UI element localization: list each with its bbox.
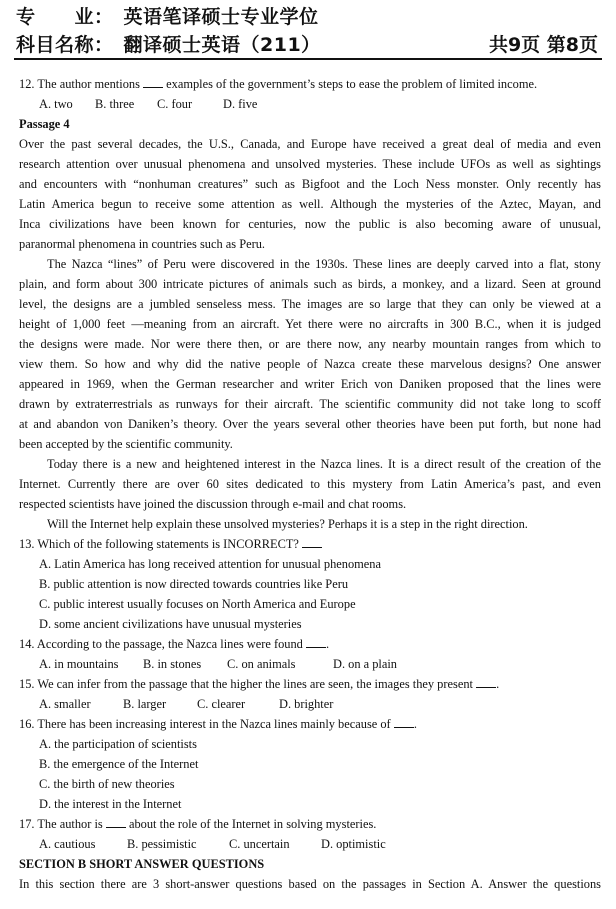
option-c: C. uncertain [229,837,290,851]
text-line: The Nazca “lines” of Peru were discovered in the 1930s. These lines are deeply carved into a flat, stony [47,257,601,271]
passage-title: Passage 4 [19,117,70,131]
text-line: level, the designs are a jumbled senseless mess. The images are so large that they can only be viewed at a [19,297,601,311]
paragraph-2 [19,254,601,454]
question-14-stem: 14. According to the passage, the Nazca lines were found . [19,637,330,651]
option-b: B. larger [123,697,167,711]
option-c: C. clearer [197,697,246,711]
option-c: C. public interest usually focuses on North America and Europe [39,597,356,611]
option-b: B. pessimistic [127,837,197,851]
text-line: research attention over unusual phenomena and unsolved mysteries. These include UFOs as well as sightings [19,157,601,171]
paragraph-4: Will the Internet help explain these unsolved mysteries? Perhaps it is a step in the right direction. [47,517,528,531]
question-17-options [19,834,601,854]
major-line: 专 业： 英语笔译硕士专业学位 [16,6,319,28]
option-b: B. three [95,97,135,111]
text-line: height of 1,000 feet —meaning from an aircraft. Yet there were no aircrafts in 300 B.C., when it is judged [19,317,601,331]
text-line: the designs were made. Nor were there then, or are there now, any nearby mountain ranges from which to [19,337,601,351]
option-c: C. the birth of new theories [39,777,175,791]
section-b-title: SECTION B SHORT ANSWER QUESTIONS [19,857,265,871]
section-b-intro: In this section there are 3 short-answer questions based on the passages in Section A. Answer the questions [19,877,601,891]
answer-blank [106,815,126,828]
question-17-stem: 17. The author is about the role of the Internet in solving mysteries. [19,817,377,831]
answer-blank [143,75,163,88]
paragraph-3 [19,454,601,514]
option-b: B. public attention is now directed towards countries like Peru [39,577,349,591]
answer-blank [306,635,326,648]
text-line: view them. So how and why did the native people of Nazca create these marvelous designs? One answer [19,357,601,371]
option-b: B. in stones [143,657,202,671]
text-line: Inca civilizations have been known for centuries, now the public is also becoming aware of unusual, [19,217,601,231]
page-indicator: 共9页 第8页 [488,34,598,56]
text-line: drawn by extraterrestrials as runways for their aircraft. The scientific community did not take long to scoff [19,397,601,411]
option-c: C. on animals [227,657,296,671]
question-12-stem: 12. The author mentions examples of the government’s steps to ease the problem of limited income. [19,77,538,91]
option-c: C. four [157,97,193,111]
exam-content [19,74,601,894]
header-divider [14,58,602,60]
answer-blank [302,535,322,548]
text-line: Internet. Currently there are over 60 sites dedicated to this mystery from Latin America’s past, and even [19,477,601,491]
option-d: D. brighter [279,697,334,711]
subject-line: 科目名称： 翻译硕士英语（211） [16,34,321,56]
option-a: A. two [39,97,73,111]
text-line: appeared in 1969, when the German researcher and writer Erich von Daniken proposed that the lines were [19,377,601,391]
option-d: D. optimistic [321,837,386,851]
question-13-stem: 13. Which of the following statements is INCORRECT? [19,534,601,554]
option-d: D. some ancient civilizations have unusual mysteries [39,617,302,631]
text-line: Over the past several decades, the U.S., Canada, and Europe have received a great deal of media and even [19,137,601,151]
text-line: been accepted by the scientific community. [19,437,233,451]
question-15-options [19,694,601,714]
option-d: D. on a plain [333,657,398,671]
text-line: at and abandon von Daniken’s theory. Over the years several other theories have been put forth, but none had [19,417,601,431]
option-a: A. cautious [39,837,96,851]
option-a: A. smaller [39,697,91,711]
text-line: Latin America begun to receive some attention as well. Although the mysteries of the Aztec, Mayan, and [19,197,601,211]
text-line: respected scientists have joined the discussion through e-mail and chat rooms. [19,497,407,511]
option-d: D. the interest in the Internet [39,797,182,811]
text-line: and encounters with “nonhuman creatures” such as Bigfoot and the Loch Ness monster. Only recently has [19,177,601,191]
option-b: B. the emergence of the Internet [39,757,199,771]
answer-blank [476,675,496,688]
question-15-stem: 15. We can infer from the passage that the higher the lines are seen, the images they present . [19,677,500,691]
question-16-stem: 16. There has been increasing interest in the Nazca lines mainly because of . [19,717,417,731]
answer-blank [394,715,414,728]
option-a: A. Latin America has long received attention for unusual phenomena [39,557,382,571]
text-line: paranormal phenomena in countries such as Peru. [19,237,266,251]
exam-header [0,0,616,64]
question-12-options [19,94,601,114]
question-14-options [19,654,601,674]
option-a: A. in mountains [39,657,119,671]
option-a: A. the participation of scientists [39,737,197,751]
option-d: D. five [223,97,258,111]
paragraph-1 [19,134,601,254]
text-line: plain, and form about 300 intricate pictures of animals such as birds, a monkey, and a lizard. Seen at ground [19,277,601,291]
text-line: Today there is a new and heightened interest in the Nazca lines. It is a direct result of the creation of the [47,457,601,471]
